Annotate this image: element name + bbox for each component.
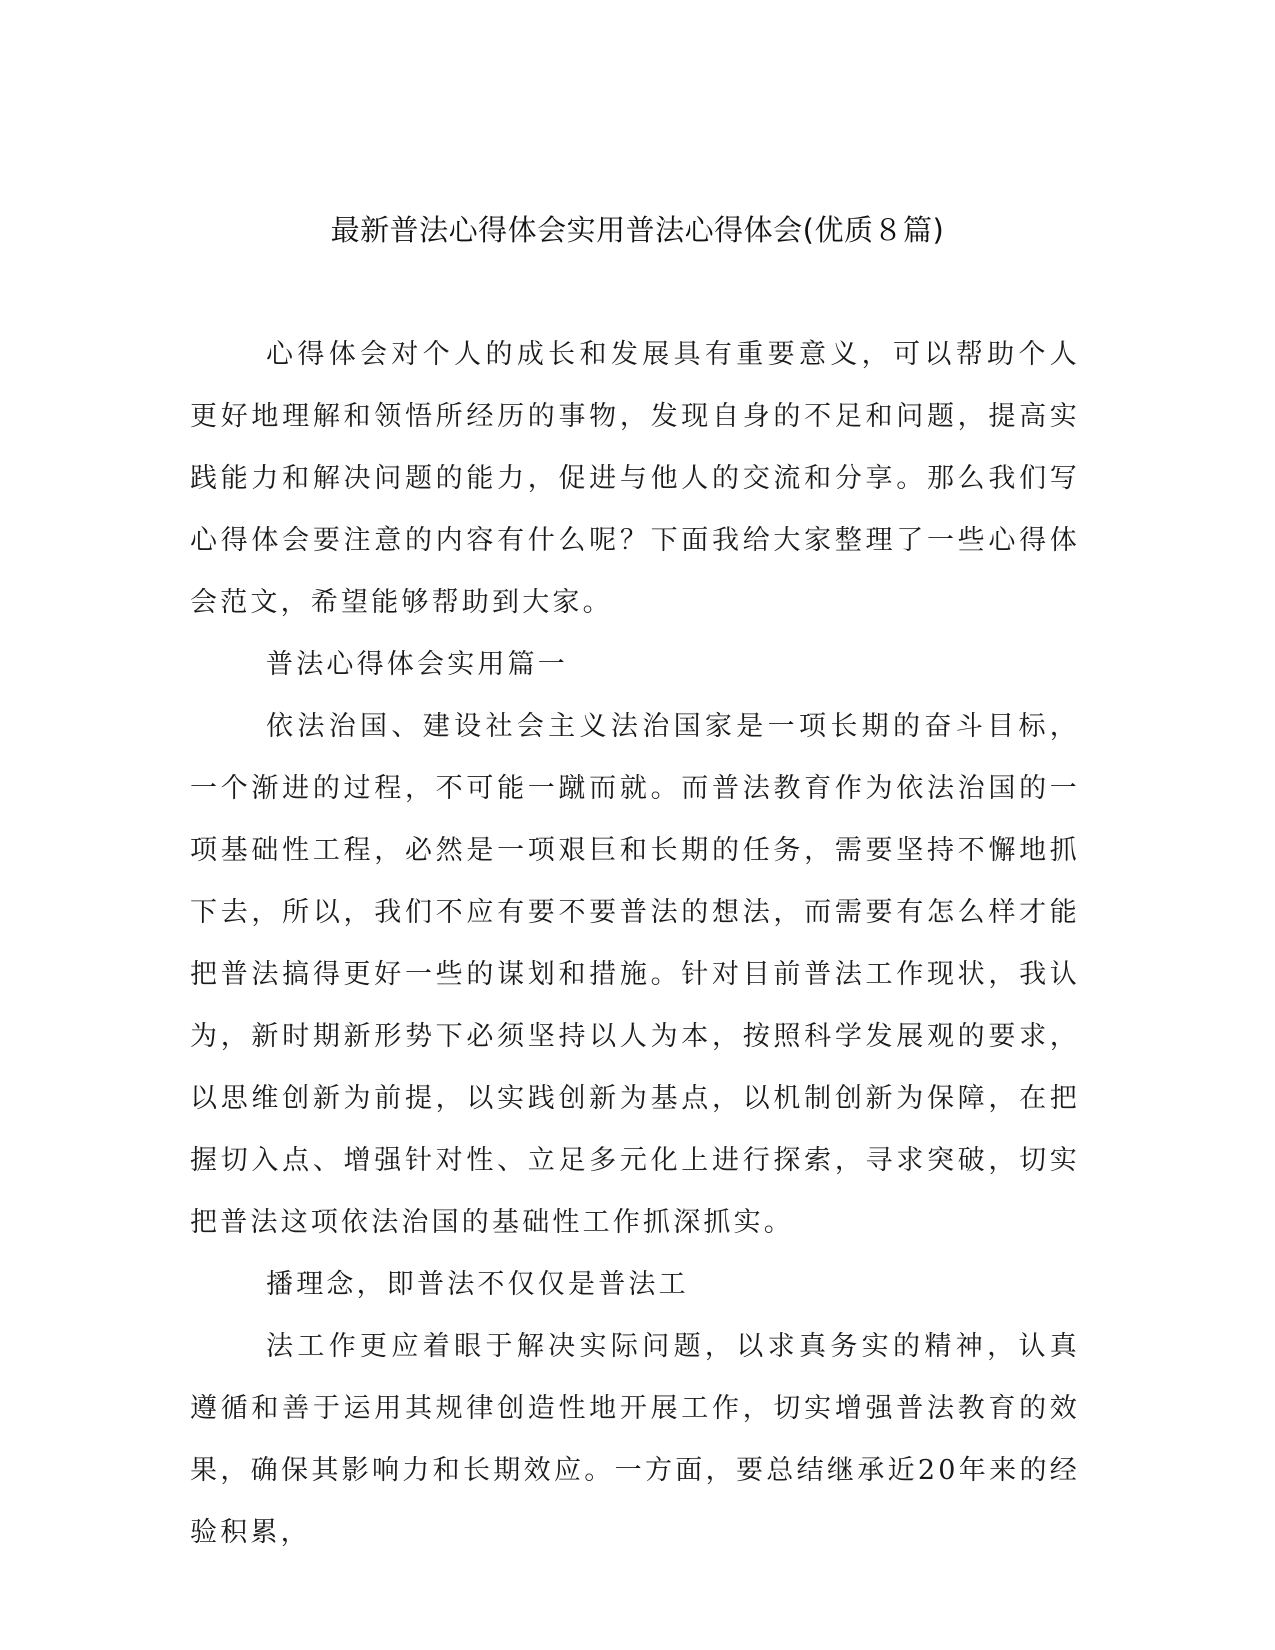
- body-paragraph: 法工作更应着眼于解决实际问题，以求真务实的精神，认真遵循和善于运用其规律创造性地开展工作，切实增强普法教育的效果，确保其影响力和长期效应。一方面，要总结继承近20年来的经验积累，: [190, 1331, 1080, 1548]
- intro-paragraph: 心得体会对个人的成长和发展具有重要意义，可以帮助个人更好地理解和领悟所经历的事物，发现自身的不足和问题，提高实践能力和解决问题的能力，促进与他人的交流和分享。那么我们写心得体会要注意的内容有什么呢？下面我给大家整理了一些心得体会范文，希望能够帮助到大家。: [190, 339, 1080, 618]
- body-paragraph: 依法治国、建设社会主义法治国家是一项长期的奋斗目标，一个渐进的过程，不可能一蹴而就。而普法教育作为依法治国的一项基础性工程，必然是一项艰巨和长期的任务，需要坚持不懈地抓下去，所以，我们不应有要不要普法的想法，而需要有怎么样才能把普法搞得更好一些的谋划和措施。针对目前普法工作现状，我认为，新时期新形势下必须坚持以人为本，按照科学发展观的要求，以思维创新为前提，以实践创新为基点，以机制创新为保障，在把握切入点、增强针对性、立足多元化上进行探索，寻求突破，切实把普法这项依法治国的基础性工作抓深抓实。: [190, 711, 1080, 1238]
- body-paragraph: 播理念，即普法不仅仅是普法工: [266, 1269, 689, 1300]
- document-title: 最新普法心得体会实用普法心得体会(优质８篇): [330, 213, 945, 247]
- document-body: [190, 324, 1080, 1564]
- section-heading: 普法心得体会实用篇一: [266, 649, 568, 680]
